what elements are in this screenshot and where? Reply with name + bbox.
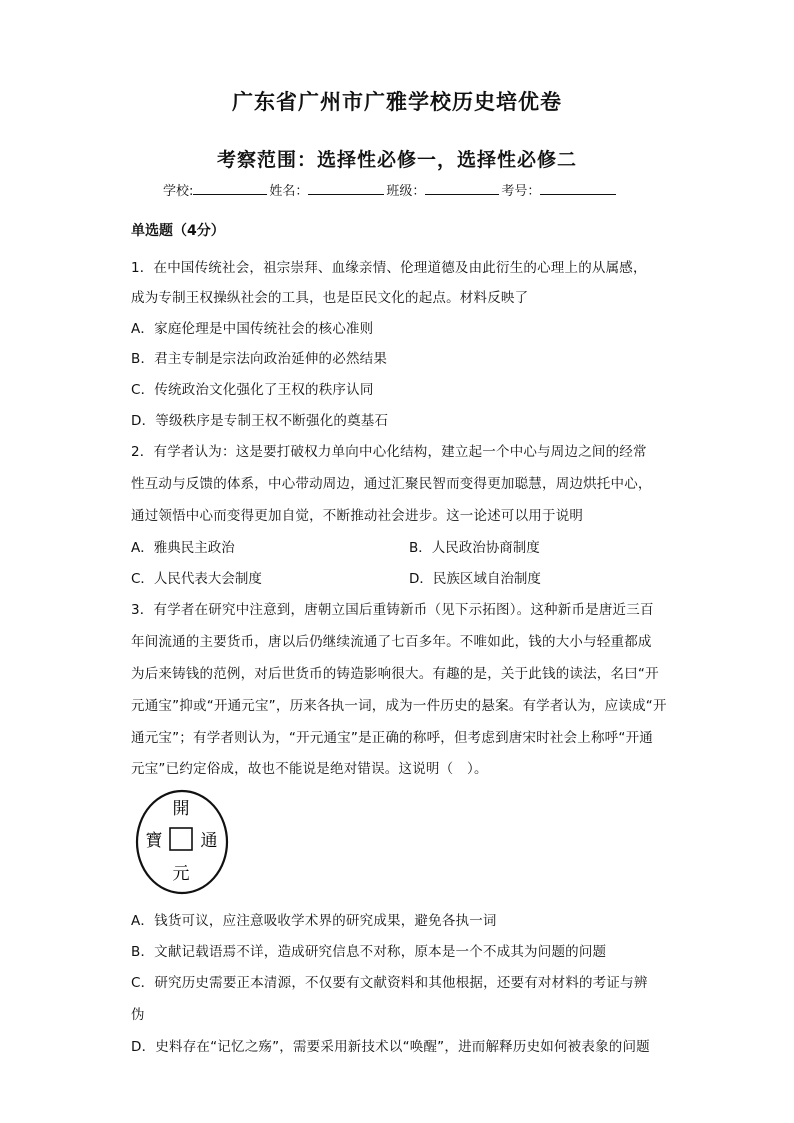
- section-heading: 单选题（4分）: [131, 223, 225, 239]
- q2-line: 2．有学者认为：这是要打破权力单向中心化结构，建立起一个中心与周边之间的经常: [131, 444, 647, 460]
- q2-option-d[interactable]: D．民族区域自治制度: [409, 571, 541, 587]
- q3-option-c-continued: 伪: [131, 1007, 145, 1023]
- q1-line: 1．在中国传统社会，祖宗崇拜、血缘亲情、伦理道德及由此衍生的心理上的从属感，: [131, 260, 647, 276]
- q2-option-b[interactable]: B．人民政治协商制度: [409, 540, 540, 556]
- coin-char-top: 開: [172, 799, 190, 819]
- q3-line: 为后来铸钱的范例，对后世货币的铸造影响很大。有趣的是，关于此钱的读法，名曰“开: [131, 666, 659, 682]
- class-label: 班级：: [386, 184, 426, 199]
- q3-line: 元宝”已约定俗成，故也不能说是绝对错误。这说明（ ）。: [131, 761, 488, 777]
- q3-option-d[interactable]: D．史料存在“记忆之殇”，需要采用新技术以“唤醒”，进而解释历史如何被表象的问题: [131, 1039, 650, 1055]
- q1-option-b[interactable]: B．君主专制是宗法向政治延伸的必然结果: [131, 351, 388, 367]
- q2-option-c[interactable]: C．人民代表大会制度: [131, 571, 262, 587]
- q3-line: 3．有学者在研究中注意到，唐朝立国后重铸新币（见下示拓图）。这种新币是唐近三百: [131, 602, 654, 618]
- q3-line: 年间流通的主要货币，唐以后仍继续流通了七百多年。不唯如此，钱的大小与轻重都成: [131, 634, 652, 650]
- school-blank[interactable]: [193, 181, 267, 195]
- student-info-row: [163, 180, 618, 199]
- q3-option-a[interactable]: A．钱货可议，应注意吸收学术界的研究成果，避免各执一词: [131, 913, 497, 929]
- number-blank[interactable]: [540, 181, 616, 195]
- q2-option-a[interactable]: A．雅典民主政治: [131, 540, 235, 556]
- coin-char-bottom: 元: [172, 864, 190, 884]
- q1-line: 成为专制王权操纵社会的工具，也是臣民文化的起点。材料反映了: [131, 290, 529, 306]
- q2-line: 通过领悟中心而变得更加自觉，不断推动社会进步。这一论述可以用于说明: [131, 508, 584, 524]
- coin-square-hole: [170, 828, 192, 850]
- q1-option-d[interactable]: D．等级秩序是专制王权不断强化的奠基石: [131, 413, 389, 429]
- coin-char-left: 寶: [145, 831, 163, 851]
- q3-option-b[interactable]: B．文献记载语焉不详，造成研究信息不对称，原本是一个不成其为问题的问题: [131, 944, 607, 960]
- coin-char-right: 通: [200, 831, 218, 851]
- exam-subtitle: 考察范围：选择性必修一，选择性必修二: [216, 149, 577, 171]
- school-label: 学校:: [163, 184, 194, 199]
- q2-line: 性互动与反馈的体系，中心带动周边，通过汇聚民智而变得更加聪慧，周边烘托中心，: [131, 476, 652, 492]
- q3-line: 元通宝”抑或“开通元宝”，历来各执一词，成为一件历史的悬案。有学者认为，应读成“开: [131, 698, 667, 714]
- number-label: 考号：: [501, 184, 541, 199]
- q1-option-a[interactable]: A．家庭伦理是中国传统社会的核心准则: [131, 321, 374, 337]
- class-blank[interactable]: [425, 181, 499, 195]
- q3-option-c[interactable]: C．研究历史需要正本清源，不仅要有文献资料和其他根据，还要有对材料的考证与辨: [131, 975, 648, 991]
- q1-option-c[interactable]: C．传统政治文化强化了王权的秩序认同: [131, 382, 374, 398]
- coin-rubbing-image: [134, 786, 234, 896]
- name-blank[interactable]: [308, 181, 384, 195]
- q3-line: 通元宝”；有学者则认为，“开元通宝”是正确的称呼，但考虑到唐宋时社会上称呼“开通: [131, 730, 653, 746]
- exam-title: 广东省广州市广雅学校历史培优卷: [232, 89, 562, 114]
- name-label: 姓名：: [269, 184, 309, 199]
